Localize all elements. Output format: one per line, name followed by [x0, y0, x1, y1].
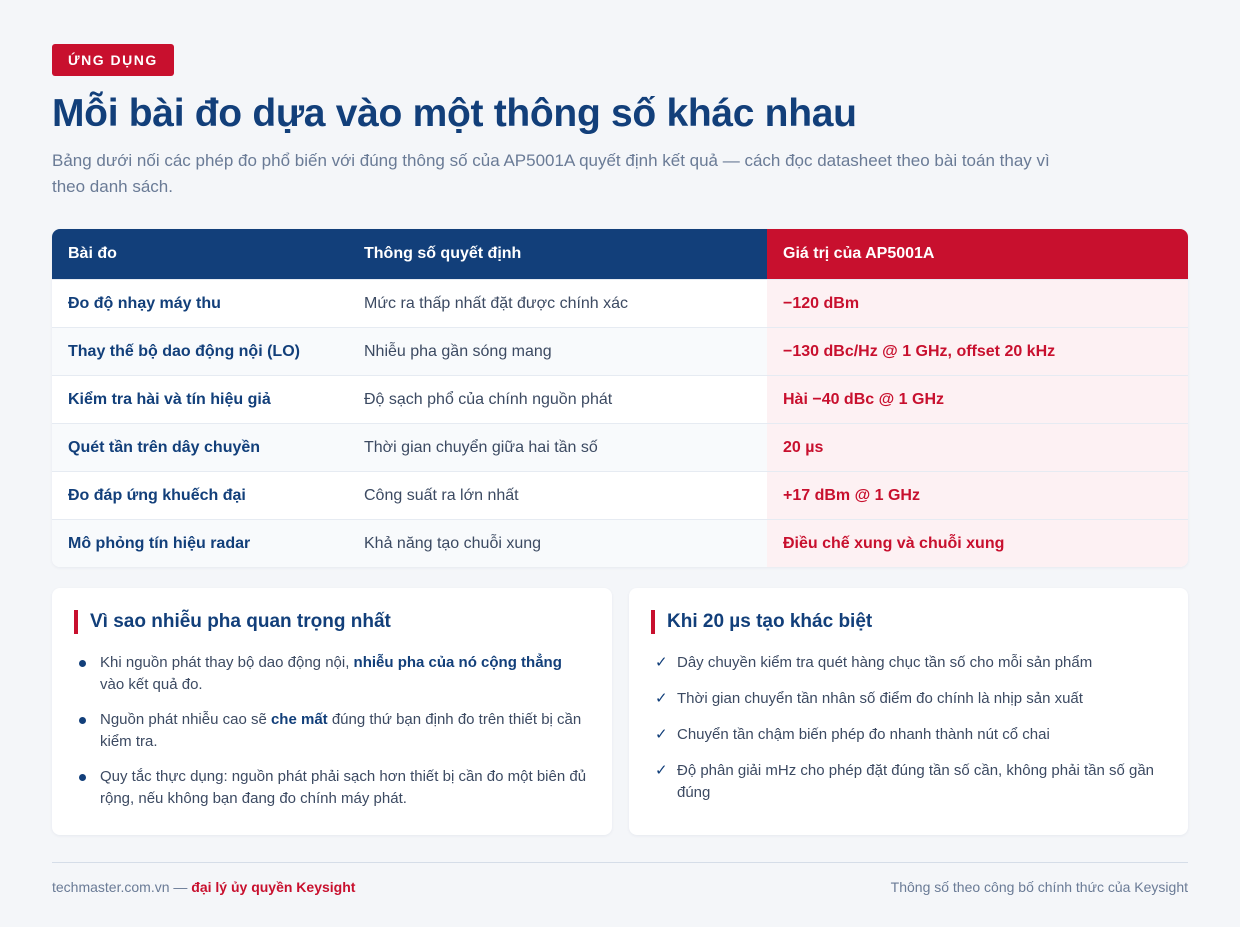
phase-noise-list [78, 652, 588, 823]
table-header [52, 229, 1188, 279]
key-spec-cell: Nhiễu pha gần sóng mang [348, 328, 767, 375]
list-item-emphasis: nhiễu pha của nó cộng thẳng [353, 654, 562, 671]
list-item [78, 709, 588, 753]
table-row [52, 519, 1188, 567]
measurement-cell: Kiểm tra hài và tín hiệu giả [68, 391, 271, 408]
switching-time-card [629, 588, 1188, 835]
list-item-text-end: vào kết quả đo. [100, 676, 203, 693]
bullet-dot-icon [79, 660, 86, 667]
section-badge: ỨNG DỤNG [52, 44, 174, 76]
footer-divider [52, 862, 1188, 863]
value-cell: +17 dBm @ 1 GHz [767, 472, 1188, 519]
list-item-text: Khi nguồn phát thay bộ dao động nội, [100, 654, 354, 671]
checkmark-icon: ✓ [655, 762, 668, 779]
measurement-cell: Mô phỏng tín hiệu radar [52, 520, 348, 567]
value-cell: 20 µs [767, 424, 1188, 471]
phase-noise-card [52, 588, 612, 835]
column-header-key-spec: Thông số quyết định [348, 229, 767, 279]
list-item [655, 652, 1164, 674]
value-cell: −120 dBm [767, 280, 1188, 327]
list-item-text: Chuyển tần chậm biến phép đo nhanh thành nút cổ chai [677, 726, 1050, 743]
value-cell: −130 dBc/Hz @ 1 GHz, offset 20 kHz [767, 328, 1188, 375]
page-subtitle: Bảng dưới nối các phép đo phổ biến với đúng thông số của AP5001A quyết định kết quả — cách đọc datasheet theo bài toán thay vì theo danh sách. [52, 151, 1050, 196]
footer-note: Thông số theo công bố chính thức của Keysight [890, 879, 1188, 895]
list-item [78, 766, 588, 810]
footer-site: techmaster.com.vn — [52, 879, 188, 895]
list-item-text: Thời gian chuyển tần nhân số điểm đo chính là nhịp sản xuất [677, 690, 1083, 707]
page-title: Mỗi bài đo dựa vào một thông số khác nhau [52, 92, 857, 135]
column-header-measurement: Bài đo [52, 229, 348, 279]
table-row [52, 375, 1188, 423]
table-row [52, 327, 1188, 375]
list-item [655, 688, 1164, 710]
column-header-ap5001a-value: Giá trị của AP5001A [767, 229, 1188, 279]
measurement-cell: Đo độ nhạy máy thu [68, 295, 221, 312]
measurement-cell: Đo đáp ứng khuếch đại [68, 487, 246, 504]
measurement-cell: Quét tần trên dây chuyền [52, 424, 348, 471]
switching-time-card-title: Khi 20 µs tạo khác biệt [651, 610, 872, 634]
table-row [52, 423, 1188, 471]
value-cell: Hài −40 dBc @ 1 GHz [767, 376, 1188, 423]
checkmark-icon: ✓ [655, 726, 668, 743]
table-row [52, 279, 1188, 327]
bullet-dot-icon [79, 717, 86, 724]
list-item-text: Dây chuyền kiểm tra quét hàng chục tần số cho mỗi sản phẩm [677, 654, 1093, 671]
phase-noise-card-title: Vì sao nhiễu pha quan trọng nhất [74, 610, 391, 634]
key-spec-cell: Độ sạch phổ của chính nguồn phát [364, 391, 613, 408]
value-cell: Điều chế xung và chuỗi xung [767, 520, 1188, 567]
spec-table [52, 229, 1188, 567]
key-spec-cell: Thời gian chuyển giữa hai tần số [348, 424, 767, 471]
switching-time-list [655, 652, 1164, 818]
list-item [78, 652, 588, 696]
checkmark-icon: ✓ [655, 654, 668, 671]
key-spec-cell: Mức ra thấp nhất đặt được chính xác [364, 295, 629, 312]
table-row [52, 471, 1188, 519]
footer-credit [52, 879, 355, 895]
list-item [655, 760, 1164, 804]
list-item-text: Độ phân giải mHz cho phép đặt đúng tần số cần, không phải tần số gần đúng [677, 762, 1155, 801]
list-item-text-end: đúng thứ bạn định đo trên thiết bị cần kiểm tra. [100, 711, 582, 750]
list-item-text: Nguồn phát nhiễu cao sẽ [100, 711, 271, 728]
footer-dealer: đại lý ủy quyền Keysight [191, 879, 356, 895]
list-item [655, 724, 1164, 746]
list-item-text: Quy tắc thực dụng: nguồn phát phải sạch hơn thiết bị cần đo một biên đủ rộng, nếu không bạn đang đo chính máy phát. [100, 768, 587, 807]
checkmark-icon: ✓ [655, 690, 668, 707]
list-item-emphasis: che mất [270, 711, 328, 728]
measurement-cell: Thay thế bộ dao động nội (LO) [52, 328, 348, 375]
key-spec-cell: Công suất ra lớn nhất [364, 487, 519, 504]
key-spec-cell: Khả năng tạo chuỗi xung [348, 520, 767, 567]
bullet-dot-icon [79, 774, 86, 781]
